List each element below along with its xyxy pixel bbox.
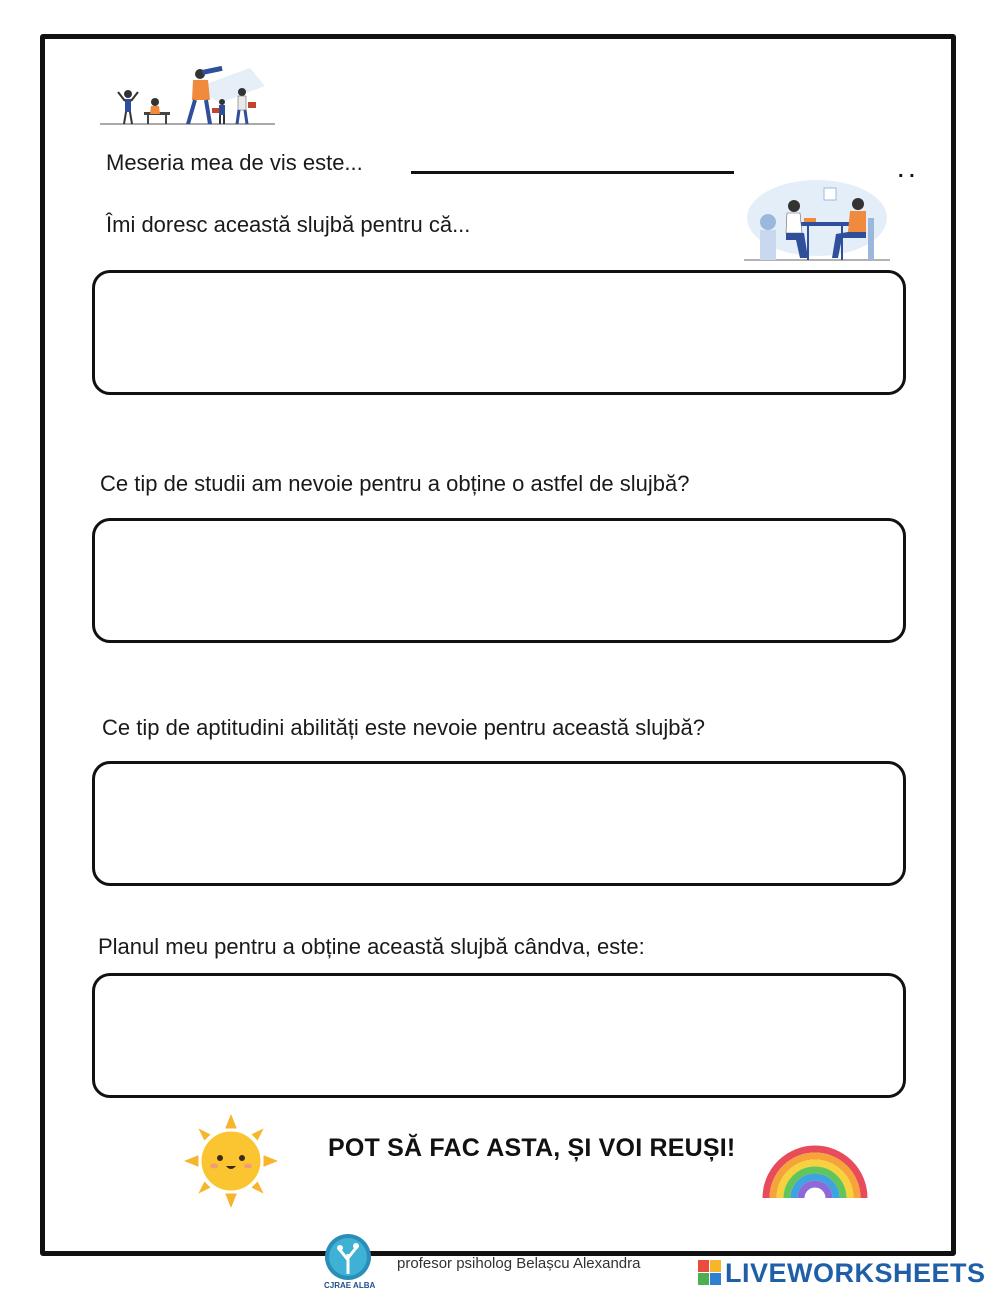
- question-why: Îmi doresc această slujbă pentru că...: [106, 212, 471, 237]
- motto-text: POT SĂ FAC ASTA, ȘI VOI REUȘI!: [328, 1134, 736, 1162]
- cjrae-logo-label: CJRAE ALBA: [324, 1281, 376, 1290]
- cjrae-logo-icon: [322, 1232, 374, 1282]
- decorative-dots: . .: [898, 160, 915, 182]
- question-dream-job: Meseria mea de vis este...: [106, 150, 363, 175]
- liveworksheets-brand[interactable]: LIVEWORKSHEETS: [725, 1258, 986, 1288]
- liveworksheets-badge-icon: [698, 1260, 722, 1286]
- question-studies: Ce tip de studii am nevoie pentru a obține o astfel de slujbă?: [100, 471, 690, 496]
- author-credit: profesor psiholog Belașcu Alexandra: [397, 1255, 641, 1272]
- dream-job-answer-line[interactable]: [411, 171, 734, 174]
- answer-box-plan[interactable]: [92, 973, 906, 1098]
- question-plan: Planul meu pentru a obține această slujbă cândva, este:: [98, 934, 645, 959]
- answer-box-why[interactable]: [92, 270, 906, 395]
- sun-icon: [178, 1108, 284, 1214]
- rainbow-icon: [758, 1136, 872, 1202]
- team-illustration-icon: [100, 58, 275, 128]
- answer-box-skills[interactable]: [92, 761, 906, 886]
- question-skills: Ce tip de aptitudini abilități este nevoie pentru această slujbă?: [102, 715, 705, 740]
- meeting-illustration-icon: [742, 178, 892, 262]
- answer-box-studies[interactable]: [92, 518, 906, 643]
